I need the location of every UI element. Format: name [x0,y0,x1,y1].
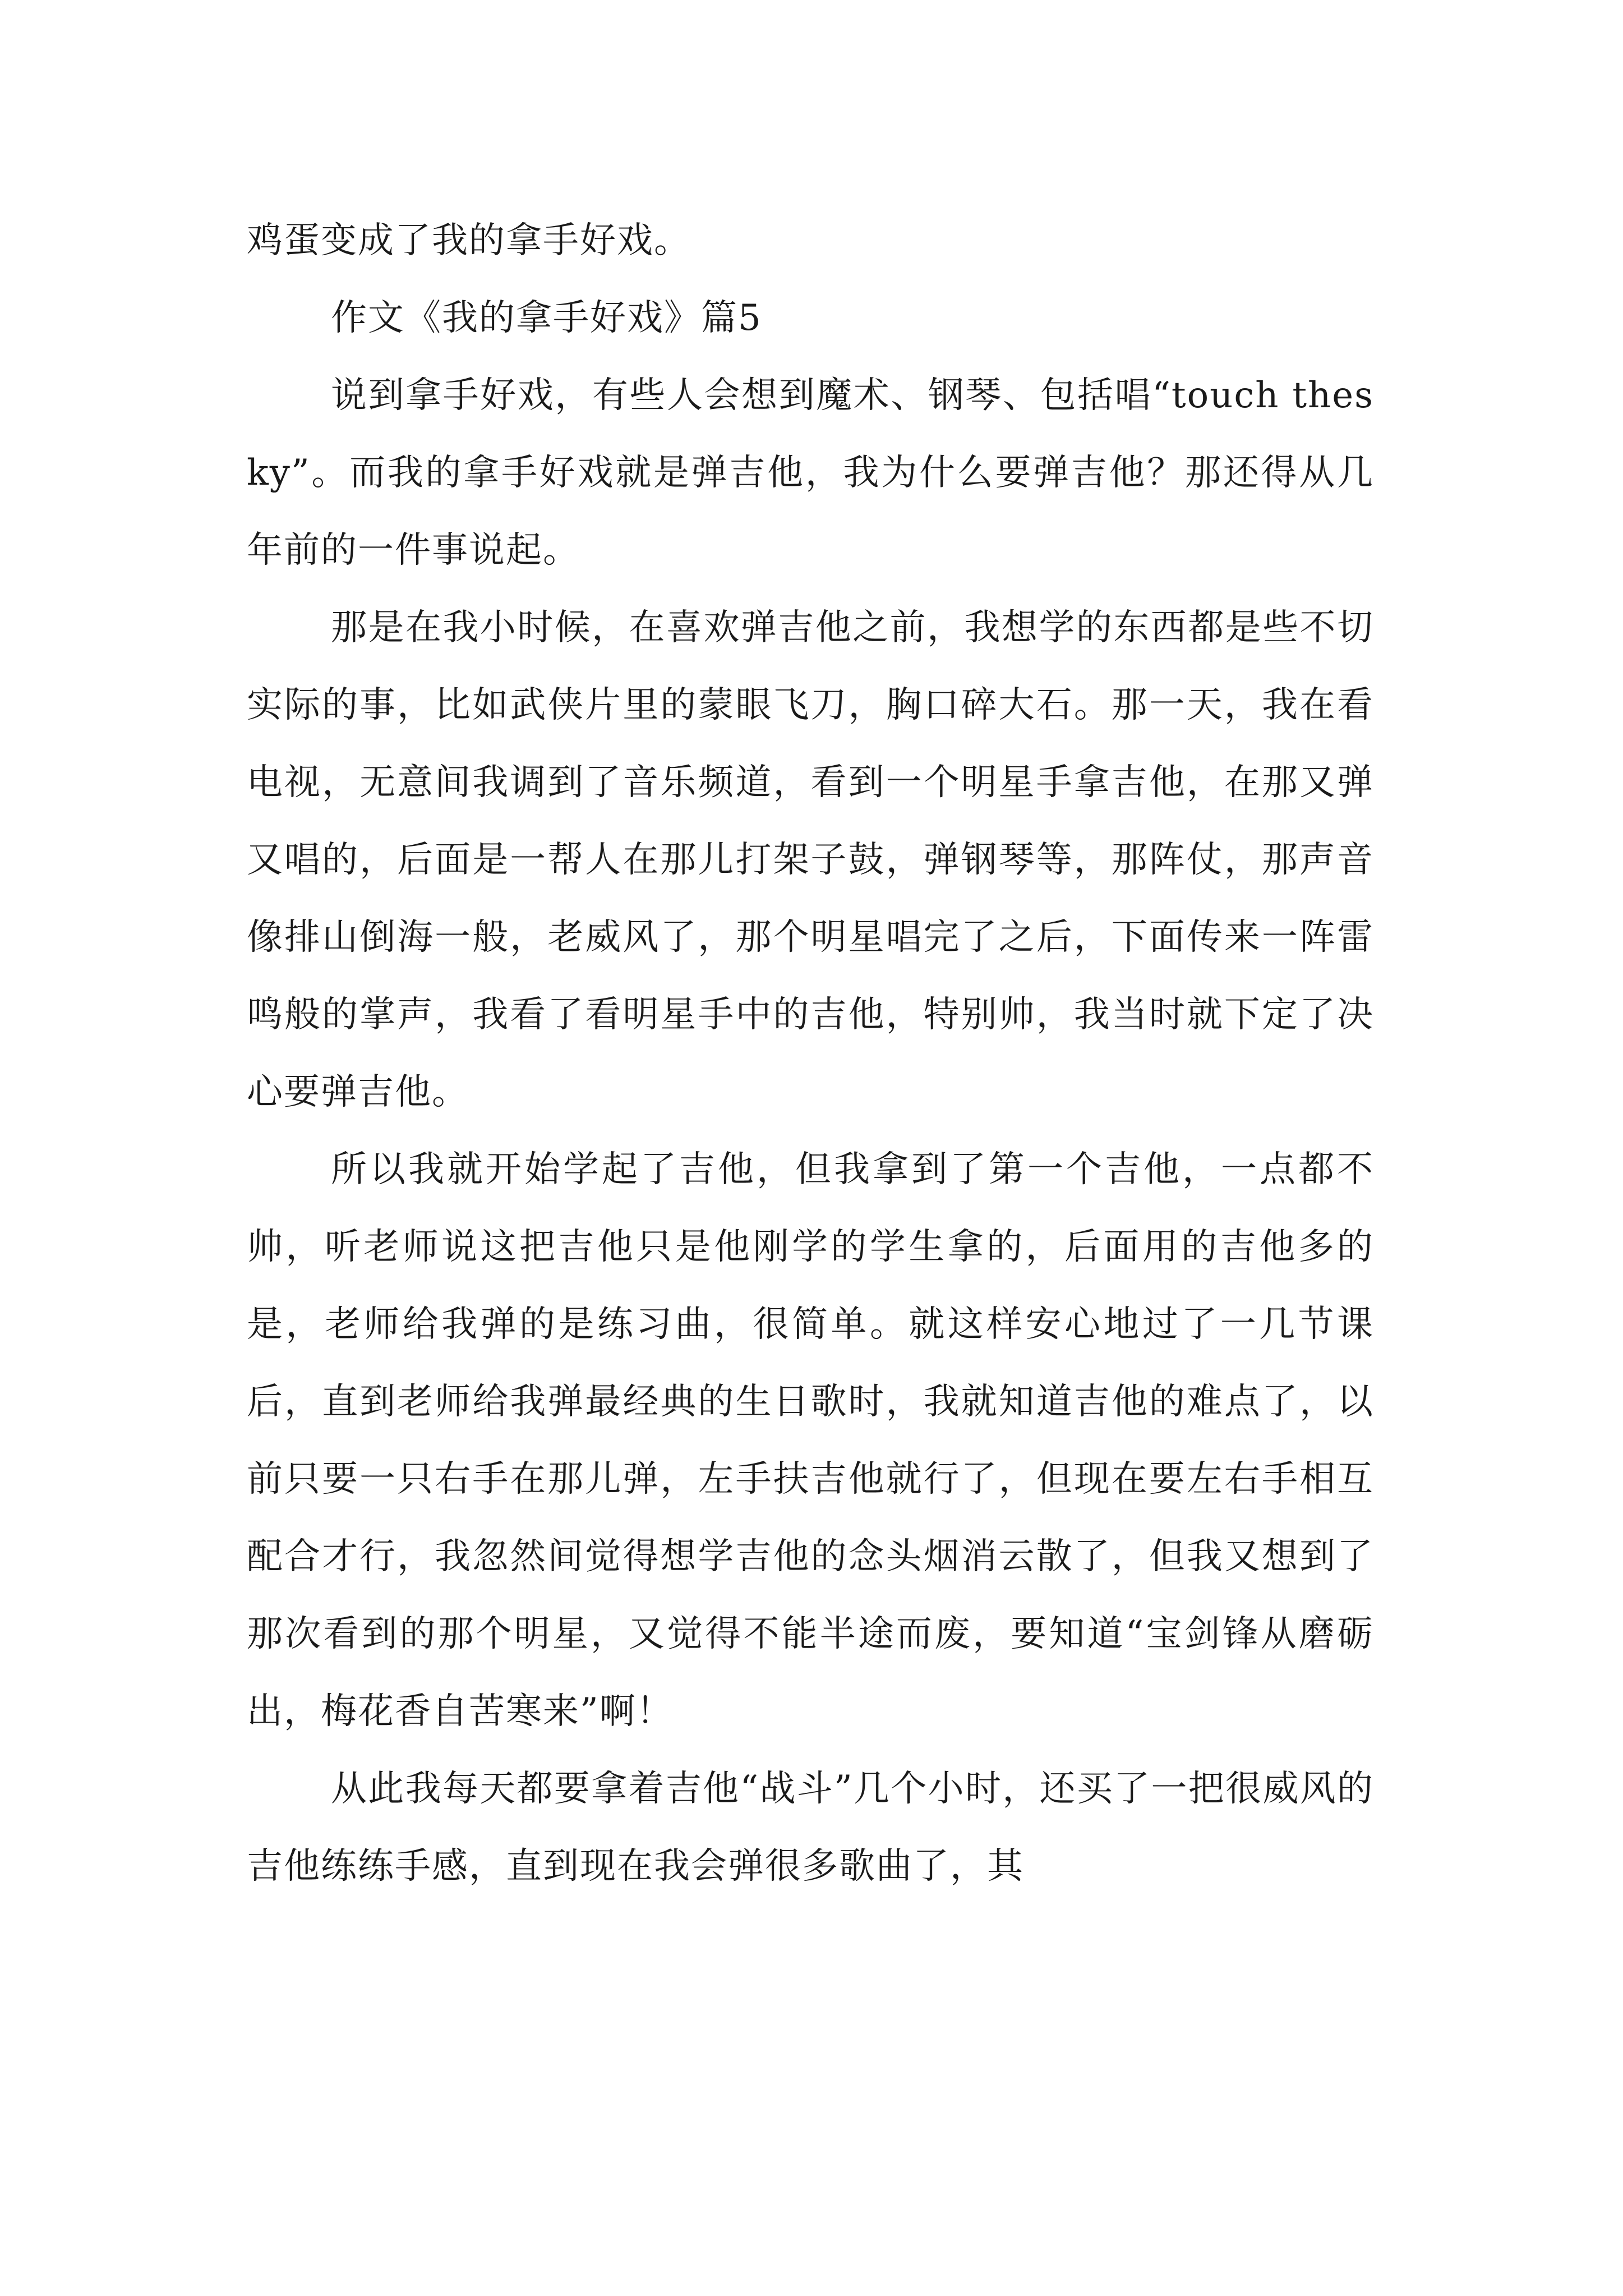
body-paragraph-2: 那是在我小时候，在喜欢弹吉他之前，我想学的东西都是些不切实际的事，比如武侠片里的蒙眼飞刀，胸口碎大石。那一天，我在看电视，无意间我调到了音乐频道，看到一个明星手拿吉他，在那又弹又唱的，后面是一帮人在那儿打架子鼓，弹钢琴等，那阵仗，那声音像排山倒海一般，老威风了，那个明星唱完了之后，下面传来一阵雷鸣般的掌声，我看了看明星手中的吉他，特别帅，我当时就下定了决心要弹吉他。 [247,607,1374,1113]
document-body [247,202,1374,1905]
body-paragraph-1: 说到拿手好戏，有些人会想到魔术、钢琴、包括唱“touch thesky”。而我的拿手好戏就是弹吉他，我为什么要弹吉他？那还得从几年前的一件事说起。 [247,375,1374,571]
section-heading: 作文《我的拿手好戏》篇5 [331,297,762,339]
continuation-paragraph: 鸡蛋变成了我的拿手好戏。 [247,220,691,261]
body-paragraph-3: 所以我就开始学起了吉他，但我拿到了第一个吉他，一点都不帅，听老师说这把吉他只是他刚学的学生拿的，后面用的吉他多的是，老师给我弹的是练习曲，很简单。就这样安心地过了一几节课后，直到老师给我弹最经典的生日歌时，我就知道吉他的难点了，以前只要一只右手在那儿弹，左手扶吉他就行了，但现在要左右手相互配合才行，我忽然间觉得想学吉他的念头烟消云散了，但我又想到了那次看到的那个明星，又觉得不能半途而废，要知道“宝剑锋从磨砺出，梅花香自苦寒来”啊！ [247,1149,1374,1732]
body-paragraph-4: 从此我每天都要拿着吉他“战斗”几个小时，还买了一把很威风的吉他练练手感，直到现在我会弹很多歌曲了，其 [247,1768,1374,1887]
